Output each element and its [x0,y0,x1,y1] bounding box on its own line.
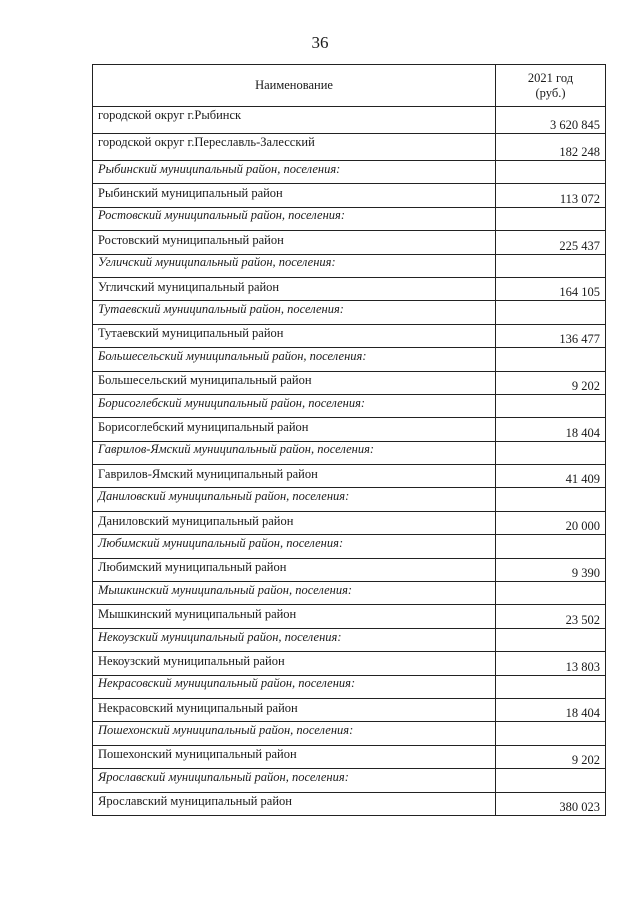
row-name-text: Большесельский муниципальный район [98,373,312,388]
table-row [93,254,606,277]
row-name-text: Любимский муниципальный район [98,560,287,575]
district-group-label [93,207,496,230]
amount-cell [496,535,606,558]
territory-name [93,184,496,207]
row-name-text: городской округ г.Рыбинск [98,108,242,122]
amount-cell: 9 390 [496,558,606,581]
district-group-label [93,348,496,371]
table-row [93,698,606,721]
territory-name [93,277,496,300]
district-group-label [93,441,496,464]
territory-name [93,418,496,441]
row-name-text: городской округ г.Переславль-Залесский [98,135,315,149]
amount-cell [496,628,606,651]
amount-cell [496,722,606,745]
row-name-text: Некоузский муниципальный район [98,653,285,668]
district-group-label [93,254,496,277]
row-name-text: Угличский муниципальный район [98,279,280,294]
territory-name [93,107,496,134]
row-name-text: Некрасовский муниципальный район [98,700,298,715]
amount-cell [496,348,606,371]
row-name-text: Любимский муниципальный район, поселения: [98,535,344,550]
amount-cell: 18 404 [496,418,606,441]
amount-cell [496,675,606,698]
table-row [93,722,606,745]
table-row [93,769,606,792]
amount-cell: 380 023 [496,792,606,815]
amount-cell [496,582,606,605]
header-value-year: 2021 год [527,70,574,85]
territory-name [93,231,496,254]
header-value-unit: (руб.) [535,85,566,100]
row-name-text: Большесельский муниципальный район, поселения: [98,348,367,363]
territory-name [93,371,496,394]
table-row [93,605,606,628]
table-row [93,441,606,464]
row-name-text: Пошехонский муниципальный район [98,747,297,762]
table-row [93,675,606,698]
table-row [93,511,606,534]
table-row [93,324,606,347]
table-row [93,107,606,134]
table-row [93,371,606,394]
table-row [93,161,606,184]
district-group-label [93,582,496,605]
table-row [93,535,606,558]
district-group-label [93,628,496,651]
table-row [93,582,606,605]
district-group-label [93,675,496,698]
amount-cell: 9 202 [496,371,606,394]
district-group-label [93,301,496,324]
table-header-row [93,65,606,107]
amount-cell: 225 437 [496,231,606,254]
row-name-text: Мышкинский муниципальный район [98,607,297,622]
amount-cell [496,769,606,792]
row-name-text: Мышкинский муниципальный район, поселения: [98,582,353,597]
row-name-text: Некрасовский муниципальный район, поселения: [98,676,356,691]
amount-cell [496,441,606,464]
territory-name [93,745,496,768]
row-name-text: Гаврилов-Ямский муниципальный район, поселения: [98,442,375,457]
amount-cell: 18 404 [496,698,606,721]
amount-cell [496,488,606,511]
row-name-text: Угличский муниципальный район, поселения: [98,255,336,270]
territory-name [93,511,496,534]
row-name-text: Тутаевский муниципальный район, поселения: [98,302,344,317]
table-row [93,301,606,324]
district-group-label [93,769,496,792]
row-name-text: Борисоглебский муниципальный район [98,419,309,434]
amount-cell [496,301,606,324]
row-name-text: Пошехонский муниципальный район, поселения: [98,723,354,738]
territory-name [93,792,496,815]
district-group-label [93,722,496,745]
row-name-text: Ярославский муниципальный район, поселения: [98,769,349,784]
table-body [93,107,606,816]
budget-table [92,64,606,816]
amount-cell: 23 502 [496,605,606,628]
table-row [93,792,606,815]
amount-cell [496,161,606,184]
table-row [93,745,606,768]
row-name-text: Даниловский муниципальный район, поселения: [98,489,350,504]
row-name-text: Гаврилов-Ямский муниципальный район [98,466,318,481]
amount-cell: 182 248 [496,134,606,161]
table-row [93,231,606,254]
amount-cell [496,207,606,230]
district-group-label [93,161,496,184]
table-row [93,394,606,417]
amount-cell: 3 620 845 [496,107,606,134]
territory-name [93,134,496,161]
table-row [93,207,606,230]
table-row [93,652,606,675]
row-name-text: Тутаевский муниципальный район [98,326,284,341]
header-name: Наименование [93,65,496,107]
amount-cell: 113 072 [496,184,606,207]
row-name-text: Рыбинский муниципальный район [98,186,283,201]
row-name-text: Некоузский муниципальный район, поселения: [98,629,342,644]
table-row [93,628,606,651]
amount-cell [496,394,606,417]
district-group-label [93,535,496,558]
amount-cell: 9 202 [496,745,606,768]
territory-name [93,652,496,675]
row-name-text: Рыбинский муниципальный район, поселения: [98,161,341,176]
table-row [93,277,606,300]
amount-cell: 13 803 [496,652,606,675]
table-row [93,465,606,488]
table-row [93,418,606,441]
header-value [496,65,606,107]
row-name-text: Борисоглебский муниципальный район, поселения: [98,395,366,410]
territory-name [93,605,496,628]
amount-cell: 41 409 [496,465,606,488]
row-name-text: Ярославский муниципальный район [98,794,292,809]
table-row [93,348,606,371]
territory-name [93,558,496,581]
amount-cell: 136 477 [496,324,606,347]
territory-name [93,324,496,347]
table-row [93,134,606,161]
row-name-text: Ростовский муниципальный район [98,232,284,247]
row-name-text: Ростовский муниципальный район, поселения: [98,208,346,223]
district-group-label [93,394,496,417]
table-row [93,488,606,511]
amount-cell: 164 105 [496,277,606,300]
territory-name [93,465,496,488]
row-name-text: Даниловский муниципальный район [98,513,294,528]
table-row [93,184,606,207]
page-number: 36 [311,33,329,52]
amount-cell: 20 000 [496,511,606,534]
table-row [93,558,606,581]
district-group-label [93,488,496,511]
territory-name [93,698,496,721]
amount-cell [496,254,606,277]
